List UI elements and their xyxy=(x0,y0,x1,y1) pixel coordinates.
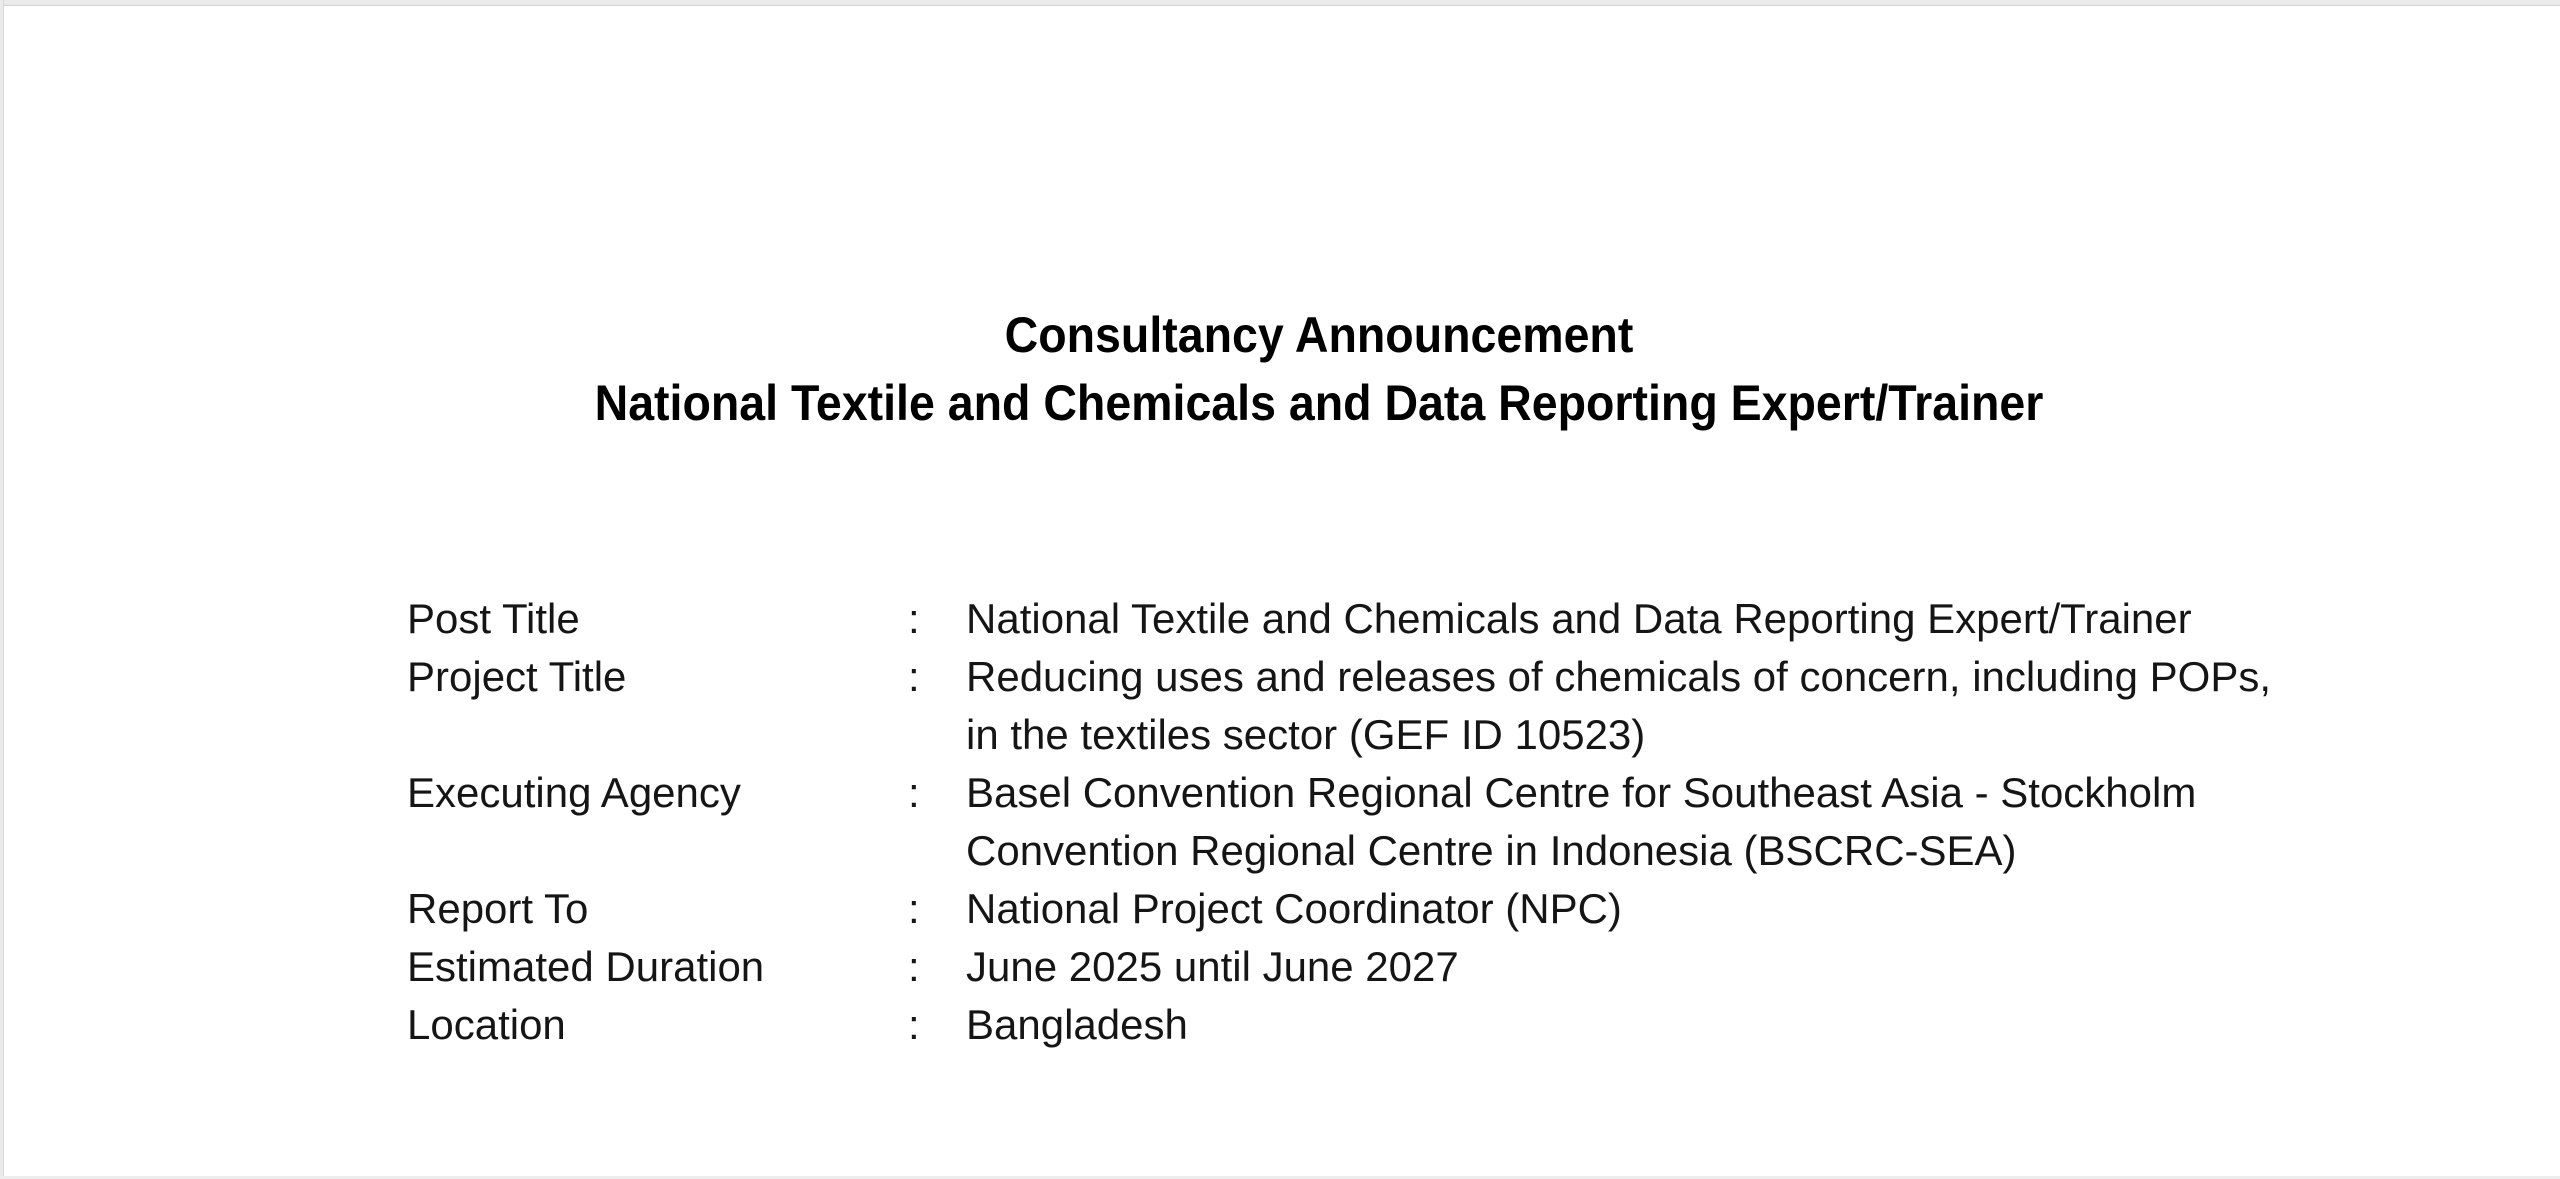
detail-value xyxy=(966,938,1459,996)
detail-label: Report To xyxy=(407,885,589,932)
detail-row-location xyxy=(407,996,2271,1054)
document-title xyxy=(97,301,2541,437)
detail-separator: : xyxy=(908,653,920,700)
detail-row-post-title xyxy=(407,590,2271,648)
detail-value-line: Bangladesh xyxy=(966,1001,1188,1048)
detail-label: Estimated Duration xyxy=(407,943,765,990)
title-line-1: Consultancy Announcement xyxy=(1004,307,1634,363)
detail-row-executing-agency xyxy=(407,764,2271,880)
detail-value xyxy=(966,590,2192,648)
detail-value xyxy=(966,764,2196,880)
detail-value-line: Basel Convention Regional Centre for Southeast Asia - Stockholm xyxy=(966,769,2197,816)
page-edge-top xyxy=(0,0,2560,6)
page-edge-left xyxy=(0,0,4,1179)
detail-value-line: National Project Coordinator (NPC) xyxy=(966,885,1622,932)
detail-value-line: Convention Regional Centre in Indonesia (BSCRC-SEA) xyxy=(966,827,2017,874)
detail-label: Location xyxy=(407,1001,566,1048)
detail-value xyxy=(966,996,1188,1054)
detail-value-line: National Textile and Chemicals and Data Reporting Expert/Trainer xyxy=(966,595,2192,642)
detail-separator: : xyxy=(908,885,920,932)
detail-label: Project Title xyxy=(407,653,627,700)
details-table xyxy=(407,590,2271,1054)
detail-value-line: Reducing uses and releases of chemicals of concern, including POPs, xyxy=(966,653,2272,700)
detail-value xyxy=(966,880,1622,938)
detail-label: Executing Agency xyxy=(407,769,741,816)
detail-separator: : xyxy=(908,943,920,990)
title-line-2: National Textile and Chemicals and Data Reporting Expert/Trainer xyxy=(594,375,2044,431)
detail-separator: : xyxy=(908,769,920,816)
detail-separator: : xyxy=(908,595,920,642)
detail-value-line: in the textiles sector (GEF ID 10523) xyxy=(966,711,1646,758)
detail-separator: : xyxy=(908,1001,920,1048)
document-page xyxy=(5,7,2560,1176)
detail-value-line: June 2025 until June 2027 xyxy=(966,943,1459,990)
detail-label: Post Title xyxy=(407,595,580,642)
detail-row-report-to xyxy=(407,880,2271,938)
detail-row-estimated-duration xyxy=(407,938,2271,996)
detail-value xyxy=(966,648,2271,764)
detail-row-project-title xyxy=(407,648,2271,764)
